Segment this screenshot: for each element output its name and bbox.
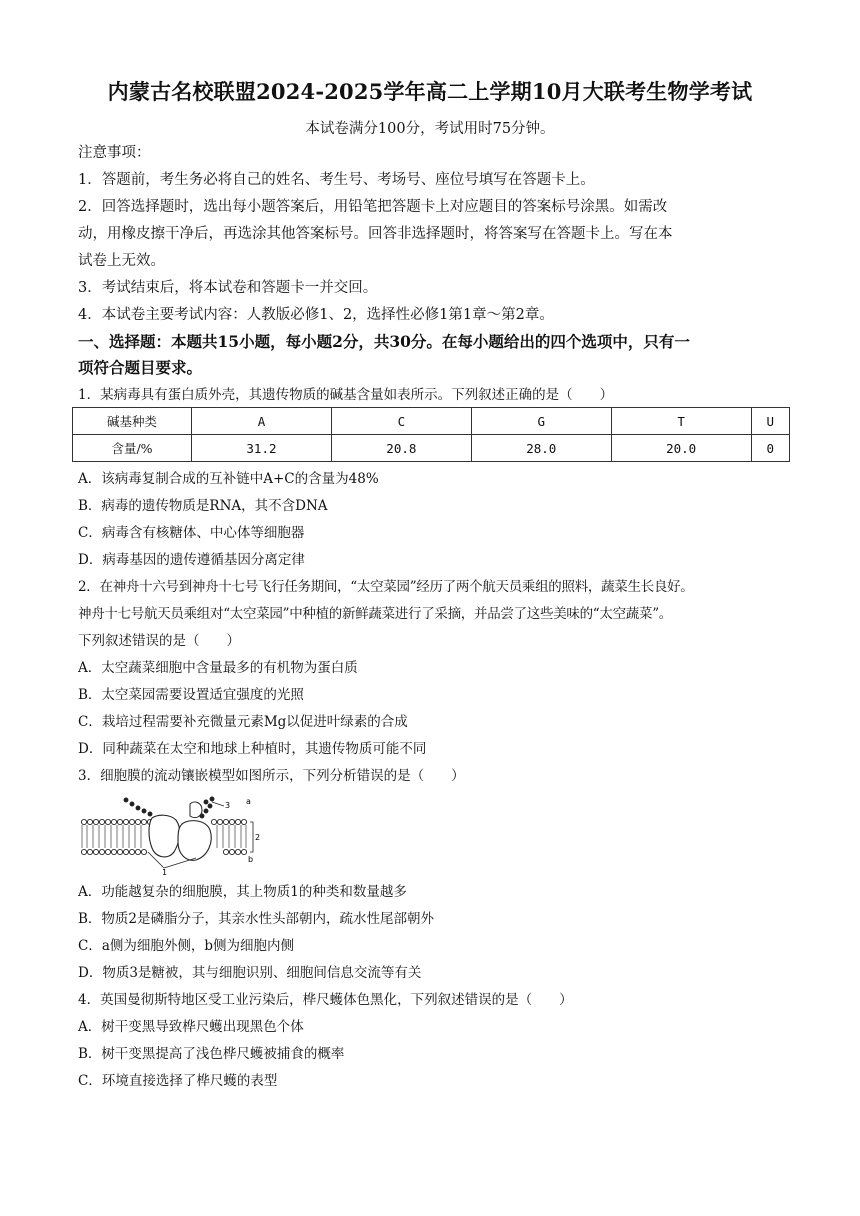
q2-stem: 神舟十七号航天员乘组对“太空菜园”中种植的新鲜蔬菜进行了采摘，并品尝了这些美味的“太空蔬菜”。 bbox=[78, 606, 673, 622]
figure-label: b bbox=[248, 855, 254, 864]
q3-option-d: D．物质3是糖被，其与细胞识别、细胞间信息交流等有关 bbox=[78, 965, 422, 981]
table-row-header: 含量/% bbox=[73, 435, 192, 462]
figure-label: 3 bbox=[225, 801, 231, 810]
protein-shape bbox=[149, 815, 180, 857]
figure-label: 2 bbox=[255, 833, 261, 842]
figure-label: a bbox=[246, 797, 251, 806]
q1-option-c: C．病毒含有核糖体、中心体等细胞器 bbox=[78, 525, 305, 541]
table-cell: T bbox=[611, 408, 751, 435]
exam-title: 内蒙古名校联盟2024-2025学年高二上学期10月大联考生物学考试 bbox=[107, 79, 753, 104]
table-row bbox=[73, 435, 790, 462]
q2-option-c: C．栽培过程需要补充微量元素Mg以促进叶绿素的合成 bbox=[78, 714, 408, 730]
notice-item: 3．考试结束后，将本试卷和答题卡一并交回。 bbox=[78, 280, 378, 296]
notice-item: 4．本试卷主要考试内容：人教版必修1、2，选择性必修1第1章～第2章。 bbox=[78, 307, 554, 323]
q2-stem: 2．在神舟十六号到神舟十七号飞行任务期间，“太空菜园”经历了两个航天员乘组的照料，蔬菜生长良好。 bbox=[78, 579, 694, 595]
table-cell: C bbox=[331, 408, 471, 435]
table-cell: 28.0 bbox=[471, 435, 611, 462]
section-heading-cont: 项符合题目要求。 bbox=[78, 358, 203, 377]
notice-item: 1．答题前，考生务必将自己的姓名、考生号、考场号、座位号填写在答题卡上。 bbox=[78, 172, 595, 188]
q4-option-a: A．树干变黑导致桦尺蠖出现黑色个体 bbox=[78, 1019, 304, 1035]
exam-subtitle: 本试卷满分100分，考试用时75分钟。 bbox=[305, 121, 555, 137]
q3-option-a: A．功能越复杂的细胞膜，其上物质1的种类和数量越多 bbox=[78, 884, 407, 900]
q3-option-b: B．物质2是磷脂分子，其亲水性头部朝内，疏水性尾部朝外 bbox=[78, 911, 435, 927]
table-cell: 20.8 bbox=[331, 435, 471, 462]
table-row bbox=[73, 408, 790, 435]
q4-option-b: B．树干变黑提高了浅色桦尺蠖被捕食的概率 bbox=[78, 1046, 345, 1062]
membrane-model-figure bbox=[78, 796, 268, 876]
q2-stem: 下列叙述错误的是（ ） bbox=[78, 633, 240, 649]
notice-item: 动，用橡皮擦干净后，再选涂其他答案标号。回答非选择题时，将答案写在答题卡上。写在本 bbox=[78, 226, 673, 242]
table-cell: 31.2 bbox=[192, 435, 332, 462]
notice-item: 试卷上无效。 bbox=[78, 253, 165, 269]
q4-option-c: C．环境直接选择了桦尺蠖的表型 bbox=[78, 1073, 278, 1089]
q2-option-b: B．太空菜园需要设置适宜强度的光照 bbox=[78, 687, 304, 703]
table-cell: 20.0 bbox=[611, 435, 751, 462]
q1-option-d: D．病毒基因的遗传遵循基因分离定律 bbox=[78, 552, 305, 568]
q4-stem: 4．英国曼彻斯特地区受工业污染后，桦尺蠖体色黑化，下列叙述错误的是（ ） bbox=[78, 992, 573, 1008]
table-cell: U bbox=[751, 408, 789, 435]
section-heading: 一、选择题：本题共15小题，每小题2分，共30分。在每小题给出的四个选项中，只有一 bbox=[78, 332, 690, 351]
q3-option-c: C．a侧为细胞外侧，b侧为细胞内侧 bbox=[78, 938, 295, 954]
table-cell: A bbox=[192, 408, 332, 435]
figure-label: 1 bbox=[162, 868, 168, 876]
q2-option-a: A．太空蔬菜细胞中含量最多的有机物为蛋白质 bbox=[78, 660, 358, 676]
table-cell: G bbox=[471, 408, 611, 435]
notice-heading: 注意事项： bbox=[78, 145, 151, 161]
table-row-header: 碱基种类 bbox=[73, 408, 192, 435]
q1-option-a: A．该病毒复制合成的互补链中A+C的含量为48% bbox=[78, 471, 379, 487]
table-cell: 0 bbox=[751, 435, 789, 462]
notice-item: 2．回答选择题时，选出每小题答案后，用铅笔把答题卡上对应题目的答案标号涂黑。如需改 bbox=[78, 199, 668, 215]
protein-shape bbox=[178, 821, 211, 861]
q2-option-d: D．同种蔬菜在太空和地球上种植时，其遗传物质可能不同 bbox=[78, 741, 427, 757]
q3-stem: 3．细胞膜的流动镶嵌模型如图所示，下列分析错误的是（ ） bbox=[78, 768, 465, 784]
q1-option-b: B．病毒的遗传物质是RNA，其不含DNA bbox=[78, 498, 328, 514]
q1-stem: 1．某病毒具有蛋白质外壳，其遗传物质的碱基含量如表所示。下列叙述正确的是（ ） bbox=[78, 387, 614, 403]
base-content-table bbox=[72, 407, 790, 462]
